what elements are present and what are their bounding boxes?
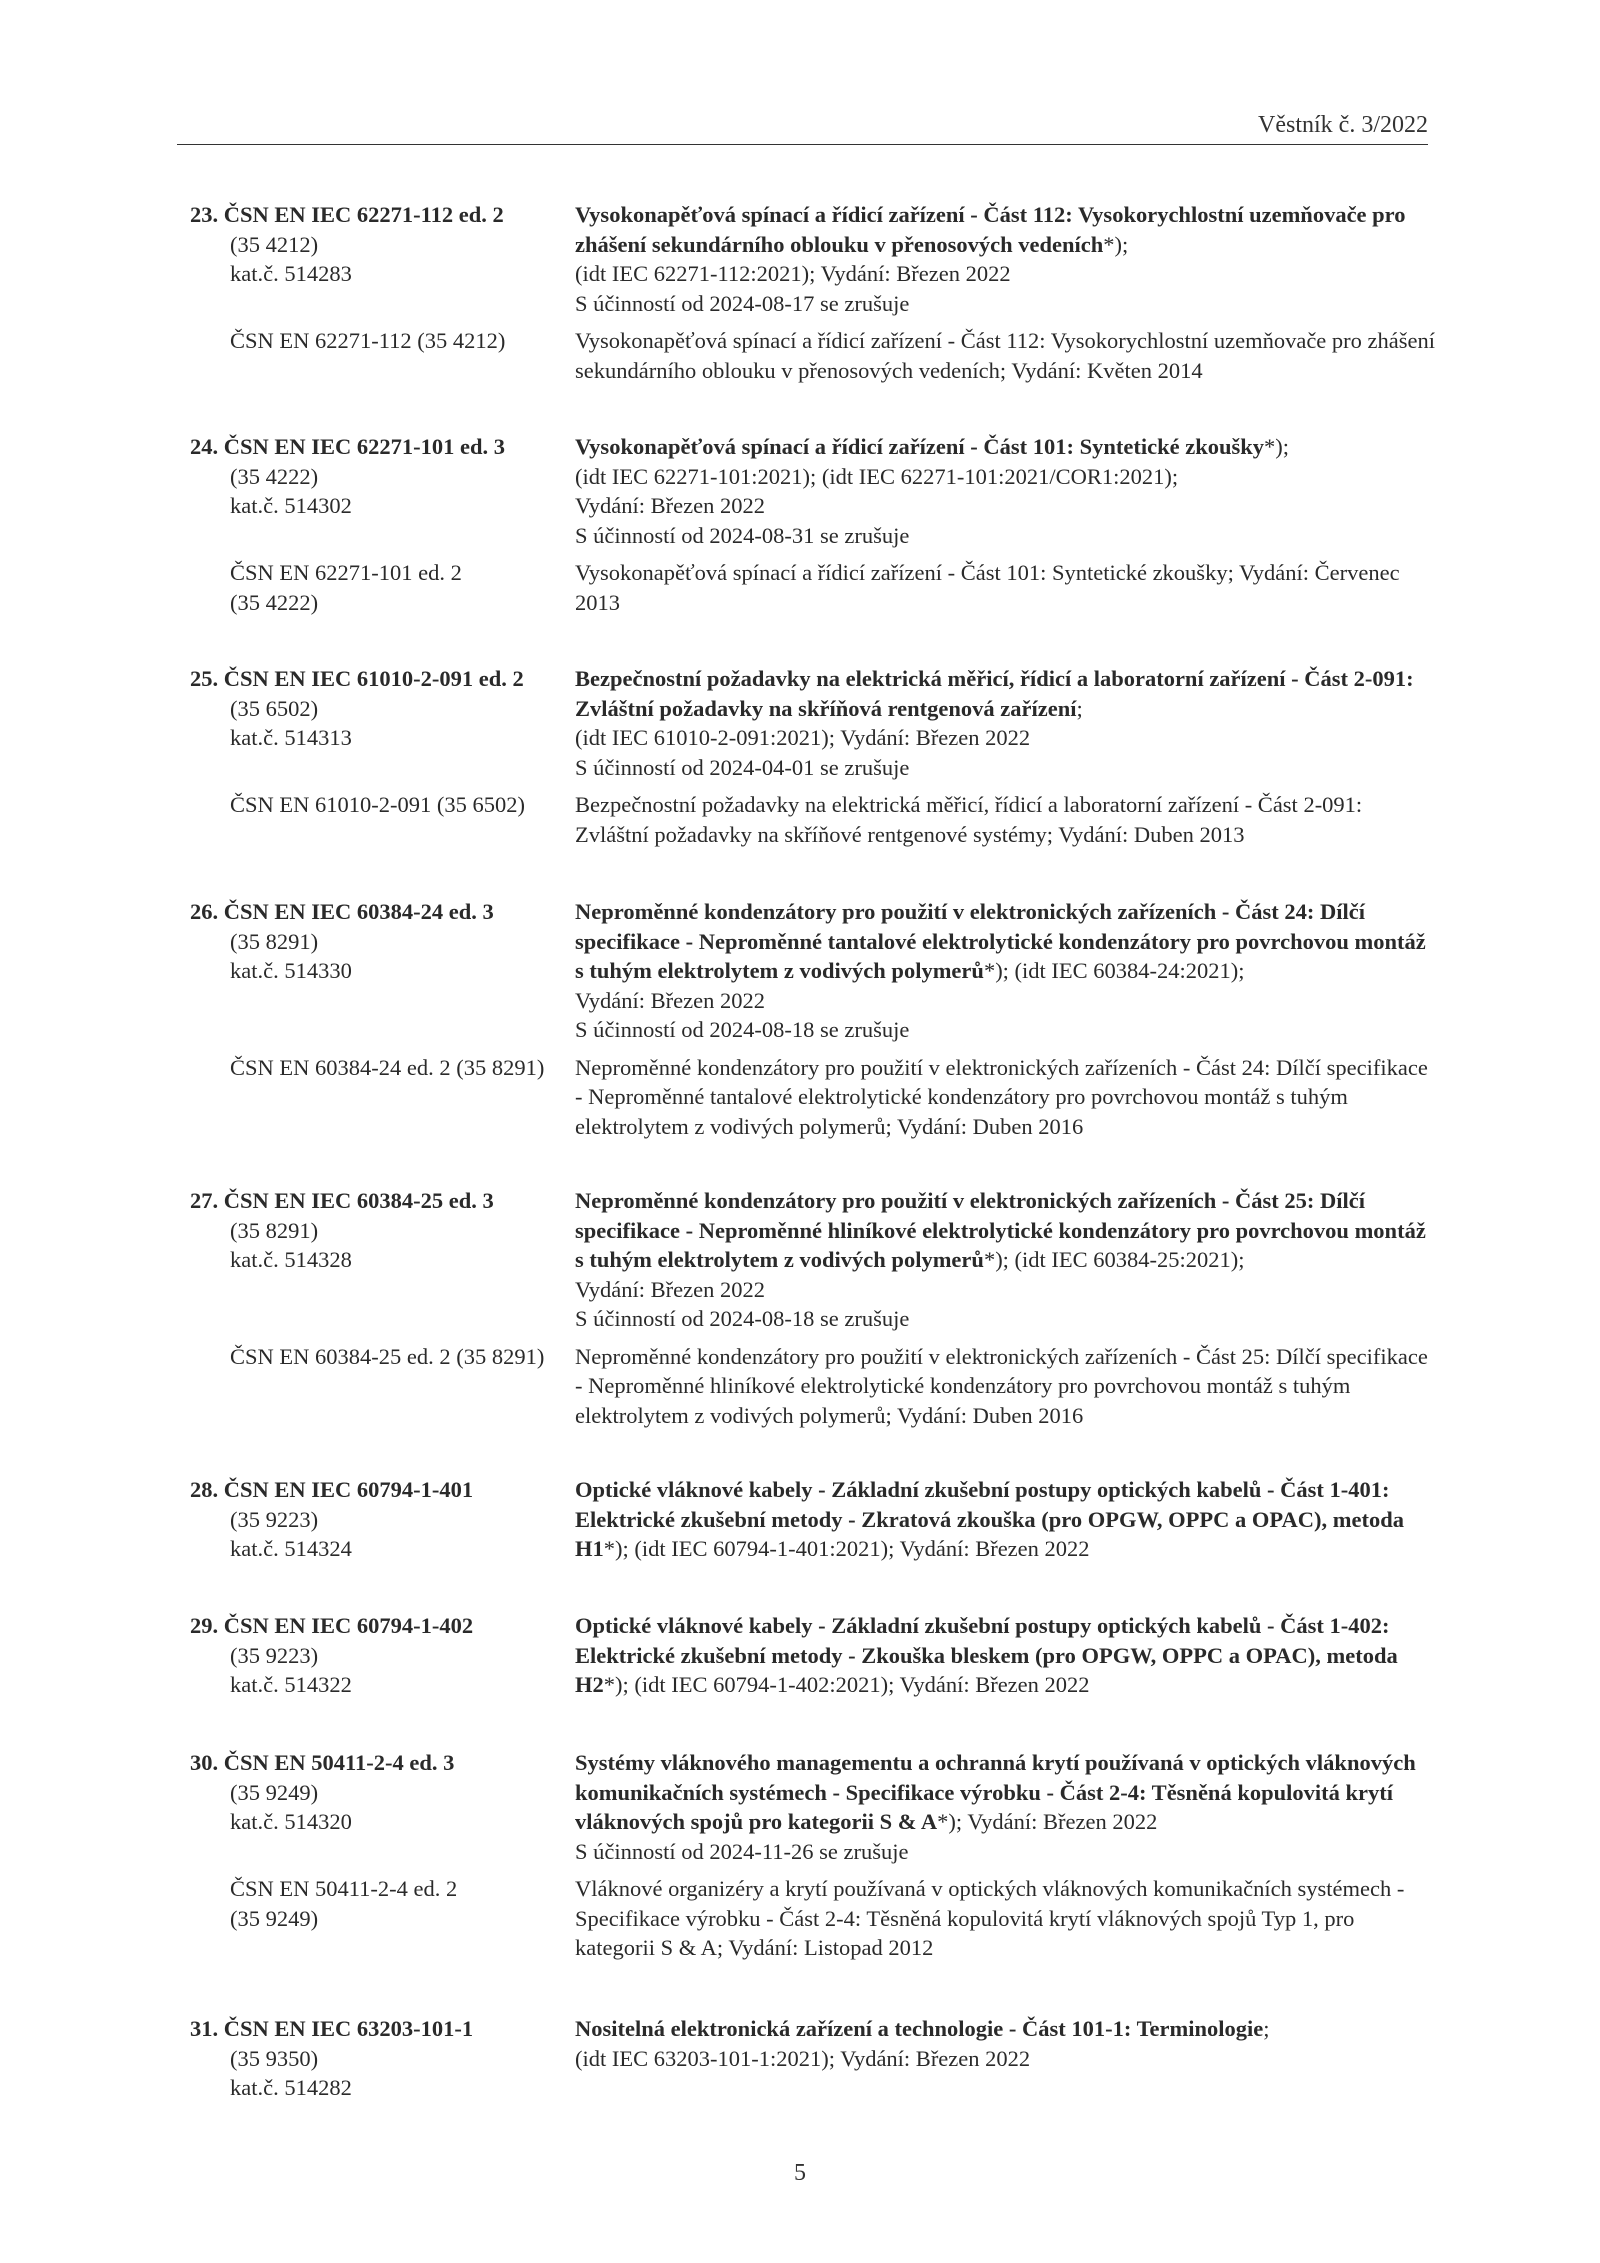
header-divider xyxy=(177,144,1428,145)
replaced-standard-code xyxy=(0,1053,575,1142)
classification-code: (35 8291) xyxy=(230,1217,319,1243)
catalog-number: kat.č. 514330 xyxy=(230,958,352,983)
standard-code: ČSN EN IEC 60794-1-402 xyxy=(223,1613,474,1638)
entry-title xyxy=(575,1748,1435,1837)
entry-code xyxy=(190,432,575,462)
standard-code: ČSN EN IEC 62271-101 ed. 3 xyxy=(223,434,506,459)
catalog-number: kat.č. 514282 xyxy=(230,2075,352,2100)
standard-code: ČSN EN IEC 60794-1-401 xyxy=(223,1477,474,1502)
entry-description xyxy=(575,1748,1435,1866)
entry-code xyxy=(190,200,575,230)
entry-description xyxy=(575,897,1435,1045)
replaced-standard-code xyxy=(0,1342,575,1431)
entry-identifiers xyxy=(0,1611,575,1700)
entry-detail-line: (idt IEC 62271-112:2021); Vydání: Březen 2022 xyxy=(575,261,1011,286)
entry-number: 24. xyxy=(190,434,219,459)
entry-code xyxy=(190,1748,575,1778)
replaced-standard-code xyxy=(0,558,575,617)
standard-code: ČSN EN IEC 60384-25 ed. 3 xyxy=(223,1188,494,1213)
entry-detail-line: S účinností od 2024-04-01 se zrušuje xyxy=(575,754,910,780)
replaced-code-line: ČSN EN 62271-112 (35 4212) xyxy=(230,328,506,353)
entry-title-tail: *); xyxy=(1264,434,1290,459)
replaced-code-line: (35 9249) xyxy=(230,1905,319,1931)
entry-title xyxy=(575,2014,1435,2044)
entry-detail-line: (idt IEC 62271-101:2021); (idt IEC 62271-101:2021/COR1:2021); xyxy=(575,463,1179,489)
standard-code: ČSN EN 50411-2-4 ed. 3 xyxy=(223,1750,455,1775)
entry-code xyxy=(190,1611,575,1641)
entry-number: 27. xyxy=(190,1188,219,1213)
entry-description xyxy=(575,200,1435,318)
entry-title-tail: ; xyxy=(1263,2016,1270,2041)
entry-detail-line: Vydání: Březen 2022 xyxy=(575,493,765,518)
entry-number: 28. xyxy=(190,1477,219,1502)
catalog-number: kat.č. 514320 xyxy=(230,1809,352,1834)
replaced-code-line: ČSN EN 50411-2-4 ed. 2 xyxy=(230,1876,458,1901)
page-number: 5 xyxy=(794,2160,806,2186)
catalog-number: kat.č. 514324 xyxy=(230,1536,352,1561)
entry-description xyxy=(575,1611,1435,1700)
replaced-standard-description: Vysokonapěťová spínací a řídicí zařízení - Část 112: Vysokorychlostní uzemňovače pro zhášení sekundárního oblouku v přenosových vedeních; Vydání: Květen 2014 xyxy=(575,328,1435,383)
entry-identifiers xyxy=(0,897,575,1045)
catalog-number: kat.č. 514283 xyxy=(230,261,352,286)
replaced-standard-code xyxy=(0,790,575,849)
classification-code: (35 9249) xyxy=(230,1779,319,1805)
entry-detail-line: S účinností od 2024-08-18 se zrušuje xyxy=(575,1306,910,1331)
entry-title-bold: Optické vláknové kabely - Základní zkušební postupy optických kabelů - Část 1-401: Elektrické zkušební metody - Zkratová zkouška (pro OPGW, OPPC a OPAC), metoda H1 xyxy=(575,1477,1404,1561)
classification-code: (35 4222) xyxy=(230,463,319,489)
standard-code: ČSN EN IEC 62271-112 ed. 2 xyxy=(223,202,504,227)
standard-code: ČSN EN IEC 63203-101-1 xyxy=(223,2016,474,2041)
entry-title-tail: *); (idt IEC 60384-25:2021); xyxy=(983,1247,1245,1272)
catalog-number: kat.č. 514302 xyxy=(230,493,352,518)
catalog-number: kat.č. 514313 xyxy=(230,725,352,750)
catalog-number: kat.č. 514322 xyxy=(230,1672,352,1697)
replaced-standard-code xyxy=(0,326,575,385)
entry-detail-line: (idt IEC 63203-101-1:2021); Vydání: Březen 2022 xyxy=(575,2045,1031,2071)
entry-description xyxy=(575,2014,1435,2103)
standard-code: ČSN EN IEC 61010-2-091 ed. 2 xyxy=(223,666,524,691)
standard-entry xyxy=(0,897,1600,1141)
entry-number: 25. xyxy=(190,666,219,691)
entry-description xyxy=(575,1186,1435,1334)
replaced-standard-description: Bezpečnostní požadavky na elektrická měřicí, řídicí a laboratorní zařízení - Část 2-091: Zvláštní požadavky na skříňové rentgenové systémy; Vydání: Duben 2013 xyxy=(575,792,1363,847)
entry-title-tail: ; xyxy=(1076,695,1083,721)
entry-code xyxy=(190,1475,575,1505)
entry-code xyxy=(190,897,575,927)
entry-title-bold: Neproměnné kondenzátory pro použití v elektronických zařízeních - Část 24: Dílčí specifikace - Neproměnné tantalové elektrolytické kondenzátory pro povrchovou montáž s tuhým elektrolytem z vodivých polymerů xyxy=(575,899,1426,983)
entry-description xyxy=(575,432,1435,550)
entry-code xyxy=(190,1186,575,1216)
entry-title-bold: Nositelná elektronická zařízení a technologie - Část 101-1: Terminologie xyxy=(575,2016,1264,2041)
classification-code: (35 8291) xyxy=(230,928,319,954)
entry-identifiers xyxy=(0,664,575,782)
entry-identifiers xyxy=(0,1475,575,1564)
entry-title xyxy=(575,1186,1435,1275)
entry-detail-line: S účinností od 2024-08-18 se zrušuje xyxy=(575,1017,910,1042)
classification-code: (35 9223) xyxy=(230,1642,319,1668)
classification-code: (35 9223) xyxy=(230,1506,319,1532)
standard-entry xyxy=(0,1186,1600,1430)
entry-title-bold: Optické vláknové kabely - Základní zkušební postupy optických kabelů - Část 1-402: Elektrické zkušební metody - Zkouška bleskem (pro OPGW, OPPC a OPAC), metoda H2 xyxy=(575,1613,1398,1697)
entry-number: 23. xyxy=(190,202,219,227)
standard-entry xyxy=(0,1748,1600,1963)
entry-identifiers xyxy=(0,1186,575,1334)
replaced-standard-description: Vysokonapěťová spínací a řídicí zařízení - Část 101: Syntetické zkoušky; Vydání: Červenec 2013 xyxy=(575,560,1400,615)
classification-code: (35 4212) xyxy=(230,231,319,257)
entry-title xyxy=(575,432,1435,462)
entry-number: 26. xyxy=(190,899,219,924)
entry-detail-line: S účinností od 2024-08-17 se zrušuje xyxy=(575,290,910,316)
entry-number: 31. xyxy=(190,2016,219,2041)
entry-code xyxy=(190,2014,575,2044)
entry-title-tail: *); (idt IEC 60384-24:2021); xyxy=(983,958,1245,983)
standard-entry xyxy=(0,1475,1600,1564)
replaced-standard-description: Neproměnné kondenzátory pro použití v elektronických zařízeních - Část 25: Dílčí specifikace - Neproměnné hliníkové elektrolytické kondenzátory pro povrchovou montáž s tuhým elektrolytem z vodivých polymerů; Vydání: Duben 2016 xyxy=(575,1343,1428,1428)
entry-title-tail: *); xyxy=(1103,231,1129,257)
entry-detail-line: Vydání: Březen 2022 xyxy=(575,987,765,1013)
entry-title xyxy=(575,897,1435,986)
entry-title-bold: Systémy vláknového managementu a ochranná krytí používaná v optických vláknových komunikačních systémech - Specifikace výrobku - Část 2-4: Těsněná kopulovitá krytí vláknových spojů pro kategorii S & A xyxy=(575,1750,1416,1834)
entry-title xyxy=(575,1611,1435,1700)
entry-title xyxy=(575,200,1435,259)
standard-entry xyxy=(0,664,1600,849)
entry-title xyxy=(575,1475,1435,1564)
replaced-code-line: ČSN EN 62271-101 ed. 2 xyxy=(230,560,462,585)
entry-description xyxy=(575,664,1435,782)
entry-identifiers xyxy=(0,2014,575,2103)
standard-entry xyxy=(0,200,1600,385)
replaced-standard-description: Neproměnné kondenzátory pro použití v elektronických zařízeních - Část 24: Dílčí specifikace - Neproměnné tantalové elektrolytické kondenzátory pro povrchovou montáž s tuhým elektrolytem z vodivých polymerů; Vydání: Duben 2016 xyxy=(575,1054,1428,1139)
entry-title-tail: *); (idt IEC 60794-1-402:2021); Vydání: Březen 2022 xyxy=(603,1672,1090,1697)
entry-title xyxy=(575,664,1435,723)
entry-number: 29. xyxy=(190,1613,219,1638)
replaced-code-line: (35 4222) xyxy=(230,589,319,615)
standard-entry xyxy=(0,1611,1600,1700)
entry-identifiers xyxy=(0,200,575,318)
replaced-code-line: ČSN EN 60384-25 ed. 2 (35 8291) xyxy=(230,1343,545,1369)
standard-code: ČSN EN IEC 60384-24 ed. 3 xyxy=(223,899,494,924)
entry-title-bold: Vysokonapěťová spínací a řídicí zařízení - Část 101: Syntetické zkoušky xyxy=(575,434,1265,459)
classification-code: (35 9350) xyxy=(230,2045,319,2071)
entry-identifiers xyxy=(0,1748,575,1866)
replaced-code-line: ČSN EN 61010-2-091 (35 6502) xyxy=(230,792,525,817)
entry-title-bold: Vysokonapěťová spínací a řídicí zařízení - Část 112: Vysokorychlostní uzemňovače pro zhášení sekundárního oblouku v přenosových vedeních xyxy=(575,202,1406,257)
replaced-standard-code xyxy=(0,1874,575,1963)
replaced-code-line: ČSN EN 60384-24 ed. 2 (35 8291) xyxy=(230,1054,545,1080)
classification-code: (35 6502) xyxy=(230,695,319,721)
entry-identifiers xyxy=(0,432,575,550)
entry-detail-line: Vydání: Březen 2022 xyxy=(575,1276,765,1302)
standard-entry xyxy=(0,2014,1600,2103)
entry-code xyxy=(190,664,575,694)
entry-detail-line: (idt IEC 61010-2-091:2021); Vydání: Březen 2022 xyxy=(575,725,1031,750)
entry-detail-line: S účinností od 2024-11-26 se zrušuje xyxy=(575,1838,909,1864)
standard-entry xyxy=(0,432,1600,617)
entry-description xyxy=(575,1475,1435,1564)
entry-title-bold: Neproměnné kondenzátory pro použití v elektronických zařízeních - Část 25: Dílčí specifikace - Neproměnné hliníkové elektrolytické kondenzátory pro povrchovou montáž s tuhým elektrolytem z vodivých polymerů xyxy=(575,1188,1426,1272)
catalog-number: kat.č. 514328 xyxy=(230,1247,352,1272)
page-header-title: Věstník č. 3/2022 xyxy=(1258,112,1428,138)
entry-detail-line: S účinností od 2024-08-31 se zrušuje xyxy=(575,522,910,548)
entry-number: 30. xyxy=(190,1750,219,1775)
entry-title-tail: *); (idt IEC 60794-1-401:2021); Vydání: Březen 2022 xyxy=(603,1536,1090,1561)
entry-title-bold: Bezpečnostní požadavky na elektrická měřicí, řídicí a laboratorní zařízení - Část 2-091: Zvláštní požadavky na skříňová rentgenová zařízení xyxy=(575,666,1414,721)
replaced-standard-description: Vláknové organizéry a krytí používaná v optických vláknových komunikačních systémech - Specifikace výrobku - Část 2-4: Těsněná kopulovitá krytí vláknových spojů Typ 1, pro kategorii S & A; Vydání: Listopad 2012 xyxy=(575,1876,1405,1960)
entry-title-tail: *); Vydání: Březen 2022 xyxy=(937,1809,1158,1834)
